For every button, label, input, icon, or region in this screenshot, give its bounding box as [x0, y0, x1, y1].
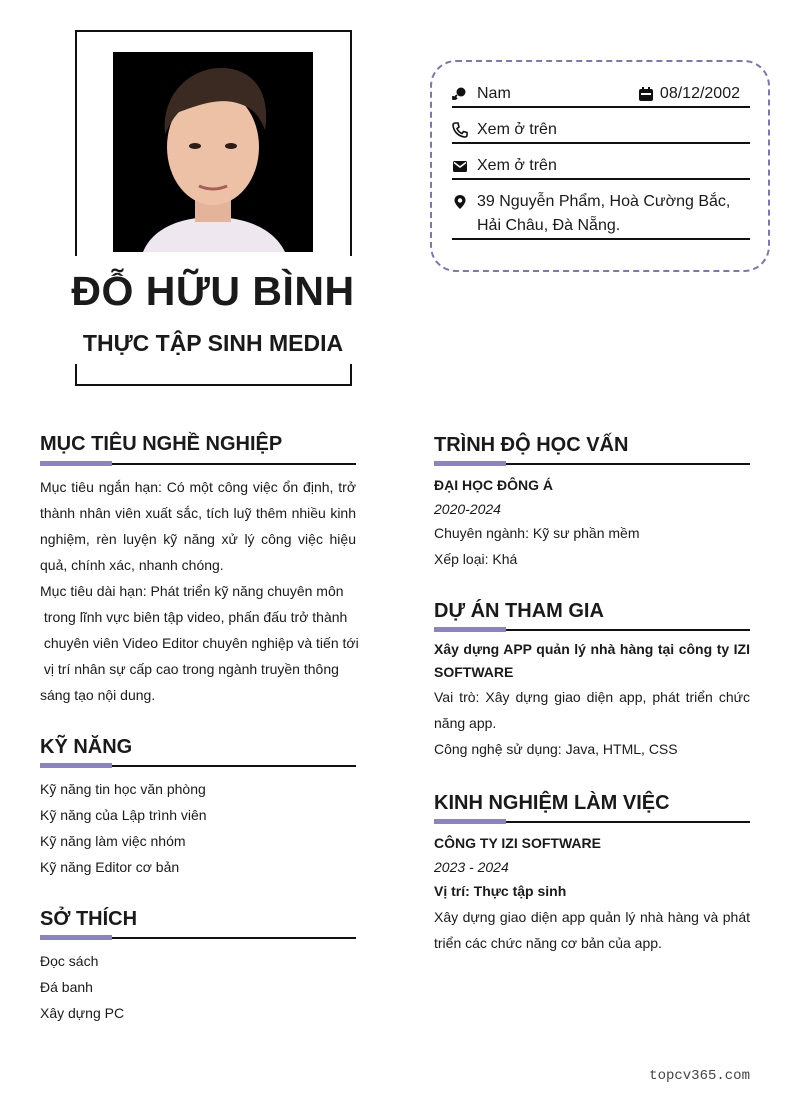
email-value: Xem ở trên	[477, 157, 557, 174]
skills-list	[40, 776, 356, 880]
experience-role: Vị trí: Thực tập sinh	[434, 883, 567, 899]
list-item: Kỹ năng của Lập trình viên	[40, 807, 207, 823]
phone-icon	[452, 122, 468, 138]
education-body	[434, 472, 750, 572]
project-name: Xây dựng APP quản lý nhà hàng tại công ty IZI SOFTWARE	[434, 641, 750, 680]
address-value: 39 Nguyễn Phẩm, Hoà Cường Bắc, Hải Châu, Đà Nẵng.	[477, 193, 731, 234]
education-period: 2020-2024	[434, 501, 501, 517]
experience-period: 2023 - 2024	[434, 859, 509, 875]
contact-row-phone	[452, 118, 750, 144]
company-name: CÔNG TY IZI SOFTWARE	[434, 835, 601, 851]
list-item: Đá banh	[40, 979, 93, 995]
contact-row-address	[452, 190, 750, 240]
education-major: Chuyên ngành: Kỹ sư phần mềm	[434, 525, 640, 541]
gender-icon	[452, 86, 468, 102]
list-item: Đọc sách	[40, 953, 99, 969]
contact-row-gender	[452, 82, 750, 108]
objective-long-5: sáng tạo nội dung.	[40, 687, 156, 703]
birthday-value: 08/12/2002	[659, 85, 740, 102]
education-accent	[434, 461, 506, 466]
objective-heading: MỤC TIÊU NGHỀ NGHIỆP	[40, 433, 283, 455]
phone-value: Xem ở trên	[477, 121, 557, 138]
objective-long-2: trong lĩnh vực biên tập video, phấn đấu trở thành	[40, 609, 348, 625]
contact-box	[430, 60, 770, 272]
list-item: Kỹ năng làm việc nhóm	[40, 833, 186, 849]
objective-long-3: chuyên viên Video Editor chuyên nghiệp và tiến tới	[40, 635, 359, 651]
projects-body	[434, 638, 750, 762]
objective-long-1: Mục tiêu dài hạn: Phát triển kỹ năng chuyên môn	[40, 583, 344, 599]
candidate-name: ĐỖ HỮU BÌNH	[71, 268, 355, 314]
avatar	[113, 52, 313, 252]
education-grade: Xếp loại: Khá	[434, 551, 518, 567]
projects-heading: DỰ ÁN THAM GIA	[434, 600, 604, 622]
list-item: Kỹ năng Editor cơ bản	[40, 859, 180, 875]
hobbies-list	[40, 948, 356, 1026]
experience-desc: Xây dựng giao diện app quản lý nhà hàng và phát triển các chức năng cơ bản của app.	[434, 909, 750, 951]
experience-heading: KINH NGHIỆM LÀM VIỆC	[434, 792, 670, 814]
education-heading: TRÌNH ĐỘ HỌC VẤN	[434, 434, 629, 456]
objective-body	[40, 474, 359, 708]
gender-value: Nam	[477, 85, 511, 102]
school-name: ĐẠI HỌC ĐÔNG Á	[434, 477, 553, 493]
job-title: THỰC TẬP SINH MEDIA	[82, 330, 344, 356]
objective-short: Mục tiêu ngắn hạn: Có một công việc ổn định, trở thành nhân viên xuất sắc, tích luỹ thêm nhiều kinh nghiệm, rèn luyện kỹ năng xử lý công việc hiệu quả, chính xác, nhanh chóng.	[40, 479, 356, 573]
email-icon	[452, 158, 468, 174]
objective-accent	[40, 461, 112, 466]
location-icon	[452, 194, 468, 210]
calendar-icon	[638, 86, 654, 102]
project-tech: Công nghệ sử dụng: Java, HTML, CSS	[434, 741, 678, 757]
projects-accent	[434, 627, 506, 632]
skills-heading: KỸ NĂNG	[40, 736, 133, 758]
contact-row-email	[452, 154, 750, 180]
skills-accent	[40, 763, 112, 768]
experience-accent	[434, 819, 506, 824]
footer-watermark: topcv365.com	[649, 1068, 750, 1084]
project-role: Vai trò: Xây dựng giao diện app, phát triển chức năng app.	[434, 689, 750, 731]
hobbies-heading: SỞ THÍCH	[40, 908, 138, 930]
experience-body	[434, 830, 750, 956]
birthday	[660, 82, 740, 106]
list-item: Kỹ năng tin học văn phòng	[40, 781, 206, 797]
objective-long-4: vị trí nhân sự cấp cao trong ngành truyền thông	[40, 661, 339, 677]
hobbies-accent	[40, 935, 112, 940]
list-item: Xây dựng PC	[40, 1005, 125, 1021]
